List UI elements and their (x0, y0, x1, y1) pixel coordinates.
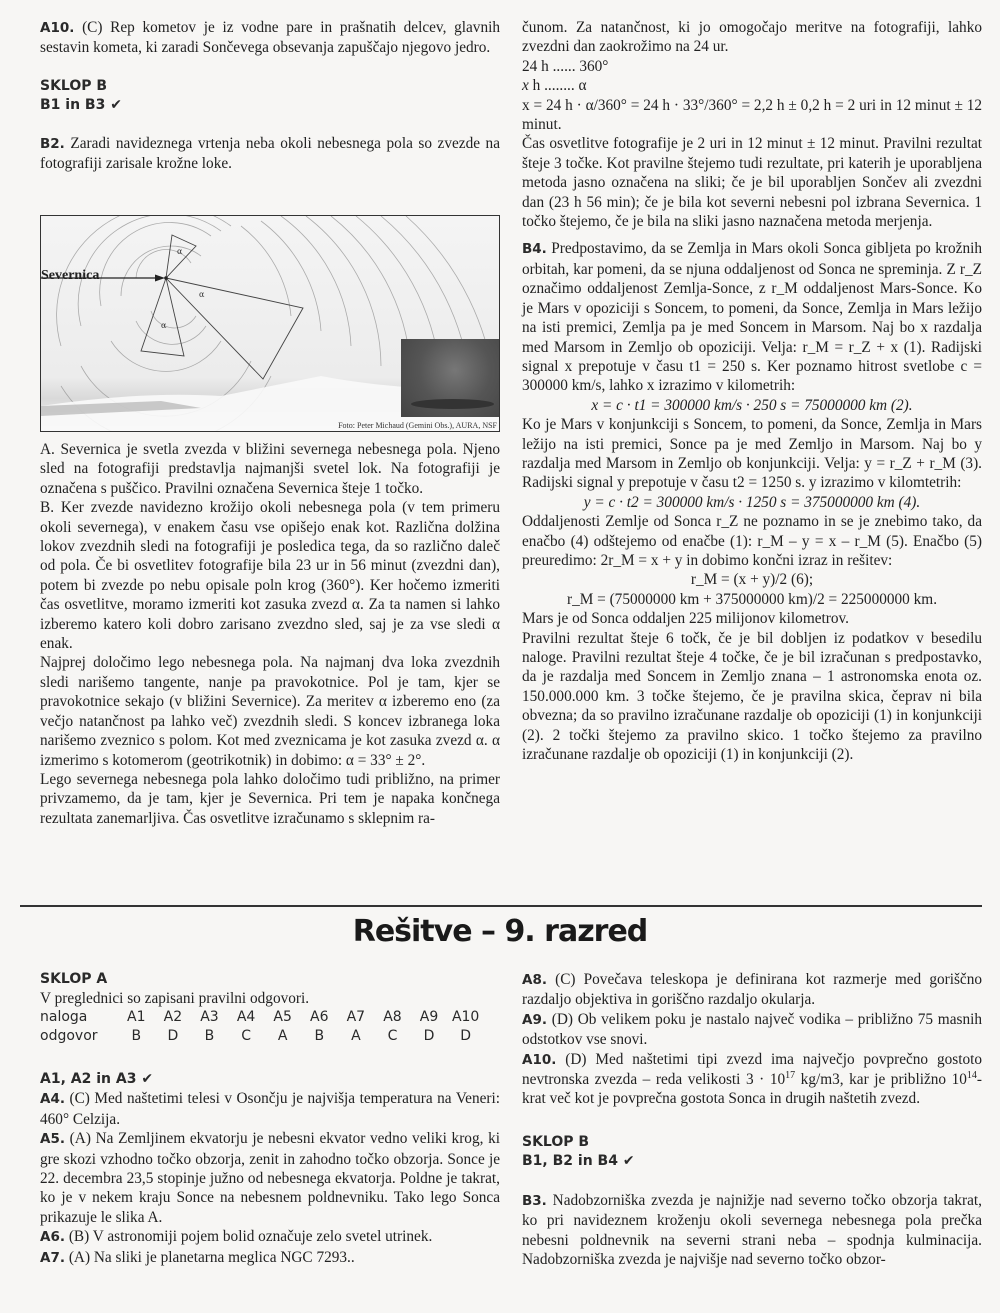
answers-table (40, 1008, 500, 1046)
checkmark-icon: ✔ (141, 1071, 154, 1088)
answer-label: A5. (40, 1131, 65, 1148)
table-row-tasks: naloga A1 A2 A3 A4 A5 A6 A7 A8 A9 A10 (40, 1009, 480, 1026)
alpha-label: α (199, 290, 205, 299)
correct-answers-heading: B1, B2 in B4 ✔ (522, 1152, 635, 1169)
section-heading: SKLOP B (522, 1133, 590, 1150)
answer-a8: A8. (C) Povečava teleskopa je definirana kot razmerje med goriščno razdaljo objektiva in goriščno razdaljo okularja. (522, 971, 983, 1009)
paragraph: Ko je Mars v konjunkciji s Soncem, to pomeni, da Sonce, Zemlja in Mars ležijo na isti premici, Sonce pa je med Zemljo in Marsom. Naj bo y razdalja med Marsom in Zemljo ob konjunkciji. Velja: y = r_Z + r_M (3). Radijski signal y prepotuje v času t2 = 1250 s. y izrazimo v kilomtetrih: (522, 416, 982, 492)
paragraph-d: Lego severnega nebesnega pola lahko določimo tudi približno, na primer privzamemo, da je tam, kjer je Severnica. Pri tem je napaka končnega rezultata zanemarljiva. Čas osvetlitve izračunamo s sklepnim ra- (40, 770, 500, 827)
answer-label: B4. (522, 241, 547, 258)
answer-label: B3. (522, 1192, 547, 1209)
equation-6: r_M = (x + y)/2 (6); (690, 571, 814, 589)
answer-b2-intro: B2. Zaradi navideznega vrtenja neba okoli nebesnega pola so zvezde na fotografiji zarisale krožne loke. (40, 134, 500, 173)
section-heading: SKLOP A (40, 971, 108, 987)
paragraph: Mars je od Sonca oddaljen 225 milijonov kilometrov. (522, 610, 849, 628)
answer-label: A4. (40, 1091, 65, 1108)
alpha-label: α (177, 247, 183, 256)
answer-label: A6. (40, 1229, 65, 1246)
answer-label: A8. (522, 972, 547, 988)
bottom-left-column (40, 970, 500, 1268)
answer-label: B2. (40, 135, 65, 152)
answer-label: A9. (522, 1011, 547, 1028)
paragraph-c: Najprej določimo lego nebesnega pola. Na najmanj dva loka zvezdnih sledi narišemo tangente, nanje pa pravokotnice. Pol je tam, kjer se pravokotnice sekajo (v bližini Severnice). Za meritev α izberemo eno (za večjo natančnost pa lahko več) zvezdnih sledi. S koncev izbranega loka narišemo zveznico s polom. Kot med zveznicama je kot zasuka zvezd α. α izmerimo s kotomerom (geotrikotnik) in dobimo: α = 33° ± 2°. (40, 654, 500, 769)
answer-label: A7. (40, 1249, 65, 1266)
answer-a5: A5. (A) Na Zemljinem ekvatorju je nebesni ekvator vedno veliki krog, ki gre skozi vzhodno točko obzorja, zenit in zahodno točko obzorja. Sonce je 22. decembra 23,5 stopinje južno od nebesnega ekvatorja. Poldne je takrat, ko je v nekem kraju Sonce na nebesnem poldnevniku. Tako lego Sonca prikazuje le slika A. (40, 1130, 500, 1226)
equation-7: r_M = (75000000 km + 375000000 km)/2 = 225000000 km. (566, 590, 938, 608)
arrow-head-icon (155, 275, 165, 282)
section-heading: SKLOP B (40, 77, 108, 94)
section-title: Rešitve – 9. razred (352, 914, 648, 949)
severnica-label: Severnica (41, 268, 100, 283)
answer-b3: B3. Nadobzorniška zvezda je najnižje nad severno točko obzorja takrat, ko pri navideznem kroženju okoli severnega nebesnega pola prečka nebesni poldnevnik na severni strani neba – spodnja kulminacija. Nadobzorniška zvezda je najvišje nad severno točko obzor- (522, 1191, 983, 1269)
correct-answers-heading: A1, A2 in A3 ✔ (40, 1071, 154, 1088)
proportion-line: 24 h ...... 360° (522, 57, 609, 75)
checkmark-icon: ✔ (110, 96, 122, 113)
table-row-answers: odgovor B D B C A B A C D D (40, 1028, 472, 1045)
answer-a7: A7. (A) Na sliki je planetarna meglica NGC 7293.. (40, 1248, 355, 1266)
star-trails-photo (40, 215, 500, 432)
proportion-line: x h ........ α (522, 77, 587, 95)
paragraph: Oddaljenosti Zemlje od Sonca r_Z ne poznamo in se je znebimo tako, da enačbo (4) odštejemo od enačbe (1): r_M – y = x – r_M (5). Enačbo (5) preuredimo: 2r_M = x + y in dobimo končni izraz in rešitev: (522, 513, 982, 569)
alpha-label: α (161, 321, 167, 330)
table-intro: V preglednici so zapisani pravilni odgovori. (40, 990, 310, 1007)
top-left-column-continued (40, 440, 500, 828)
bottom-right-column (522, 970, 982, 1269)
checkmark-icon: ✔ (622, 1152, 635, 1169)
answer-a6: A6. (B) V astronomiji pojem bolid označuje zelo svetel utrinek. (40, 1228, 433, 1246)
answer-a10: A10. (C) Rep kometov je iz vodne pare in prašnatih delcev, glavnih sestavin kometa, ki zaradi Sončevega obsevanja zapuščajo njegovo jedro. (40, 19, 500, 57)
answer-a10: A10. (D) Med naštetimi tipi zvezd ima največjo povprečno gostoto nevtronska zvezda – reda velikosti $3 \cdot 10^{17}$ kg/m3, kar je približno $10^{14}$-krat več kot je povprečna gostota Sonca in drugih naštetih zvezd. (522, 1050, 982, 1108)
paragraph-b: B. Ker zvezde navidezno krožijo okoli nebesnega pola (v tem primeru okoli severnega), v enakem času vse opišejo enak kot. Različna dolžina lokov zvezdnih sledi na fotografiji je posledica tega, da so različno daleč od pola. Če bi osvetlitev fotografije bila 23 ur in 56 minut (zvezdni dan), potem bi zvezde po nebu opisale poln krog (360°). Ker hočemo izmeriti čas osvetlitve, moramo izmeriti kot zasuka zvezd α. Za ta namen si lahko izberemo katero koli dobro zarisano zvezdno sled, saj je za vse sledi α enak. (40, 499, 500, 653)
equation-4: y = c · t2 = 300000 km/s · 1250 s = 375000000 km (4). (583, 493, 921, 511)
answer-b4: B4. Predpostavimo, da se Zemlja in Mars okoli Sonca gibljeta po krožnih orbitah, kar pomeni, da se njuna oddaljenost od Sonca ne spreminja. Z r_Z označimo oddaljenost Zemlja-Sonce, z r_M oddaljenost Mars-Sonce. Ko je Mars v opoziciji s Soncem, to pomeni, da Sonce, Zemlja in Mars ležijo na isti premici, Zemlja pa je med Soncem in Marsom. Naj bo x razdalja med Marsom in Zemljo ob opoziciji. Velja: r_M = r_Z + x (1). Radijski signal x prepotuje v času t1 = 250 s. Ker poznamo hitrost svetlobe c = 300000 km/s, lahko x izrazimo v kilometrih: (522, 240, 982, 395)
answer-a4: A4. (C) Med naštetimi telesi v Osončju je najvišja temperatura na Veneri: 460° Celzija. (40, 1090, 500, 1128)
photo-credit: Foto: Peter Michaud (Gemini Obs.), AURA, NSF (338, 421, 497, 430)
paragraph-a: A. Severnica je svetla zvezda v bližini severnega nebesnega pola. Njeno sled na fotografiji predstavlja najmanjši svetel lok. Na fotografiji je označena s puščico. Pravilni označena Severnica šteje 1 točko. (40, 441, 500, 497)
inset-photo (401, 339, 499, 417)
paragraph: Pravilni rezultat šteje 6 točk, če je bil dobljen iz podatkov v besedilu naloge. Pravilni rezultat šteje 4 točke, če je bil izračunan s predpostavko, da je razdalja med Soncem in Zemljo znana – 1 astronomska enota oz. 150.000.000 km. 3 točke štejemo, če je pravilna skica, čeprav ni bila obvezna; da so pravilno izračunane razdalje ob opoziciji (1) in konjunkciji (2). 2 točki štejemo za pravilno skico. 1 točko štejemo za pravilno izračunane razdalje ob opoziciji (1) in konjunkciji (2). (522, 629, 982, 764)
calculation-line: x = 24 h · α/360° = 24 h · 33°/360° = 2,2 h ± 0,2 h = 2 uri in 12 minut ± 12 minut. (522, 96, 982, 134)
equation-2: x = c · t1 = 300000 km/s · 250 s = 75000000 km (2). (591, 396, 913, 414)
paragraph: Čas osvetlitve fotografije je 2 uri in 12 minut ± 12 minut. Pravilni rezultat šteje 3 točke. Kot pravilne štejemo tudi rezultate, pri katerih je uporabljena metoda jasno označena na sliki; če je bil uporabljen Sončev ali zvezdni dan (23 h 56 min); če je bila kot severni nebesni pol izbrana Severnica. 1 točko štejemo, če je bila na sliki jasno naznačena metoda merjenja. (522, 135, 982, 231)
answer-a9: A9. (D) Ob velikem poku je nastalo največ vodika – približno 75 masnih odstotkov vse snovi. (522, 1010, 982, 1049)
answer-label: A10. (40, 20, 75, 36)
answer-label: A10. (522, 1051, 557, 1068)
paragraph: čunom. Za natančnost, ki jo omogočajo meritve na fotografiji, lahko zvezdni dan zaokrožimo na 24 ur. (522, 19, 982, 56)
correct-answers-heading: B1 in B3 ✔ (40, 96, 122, 113)
top-right-column (522, 18, 982, 764)
section-divider (20, 905, 982, 907)
top-left-column (40, 18, 500, 174)
